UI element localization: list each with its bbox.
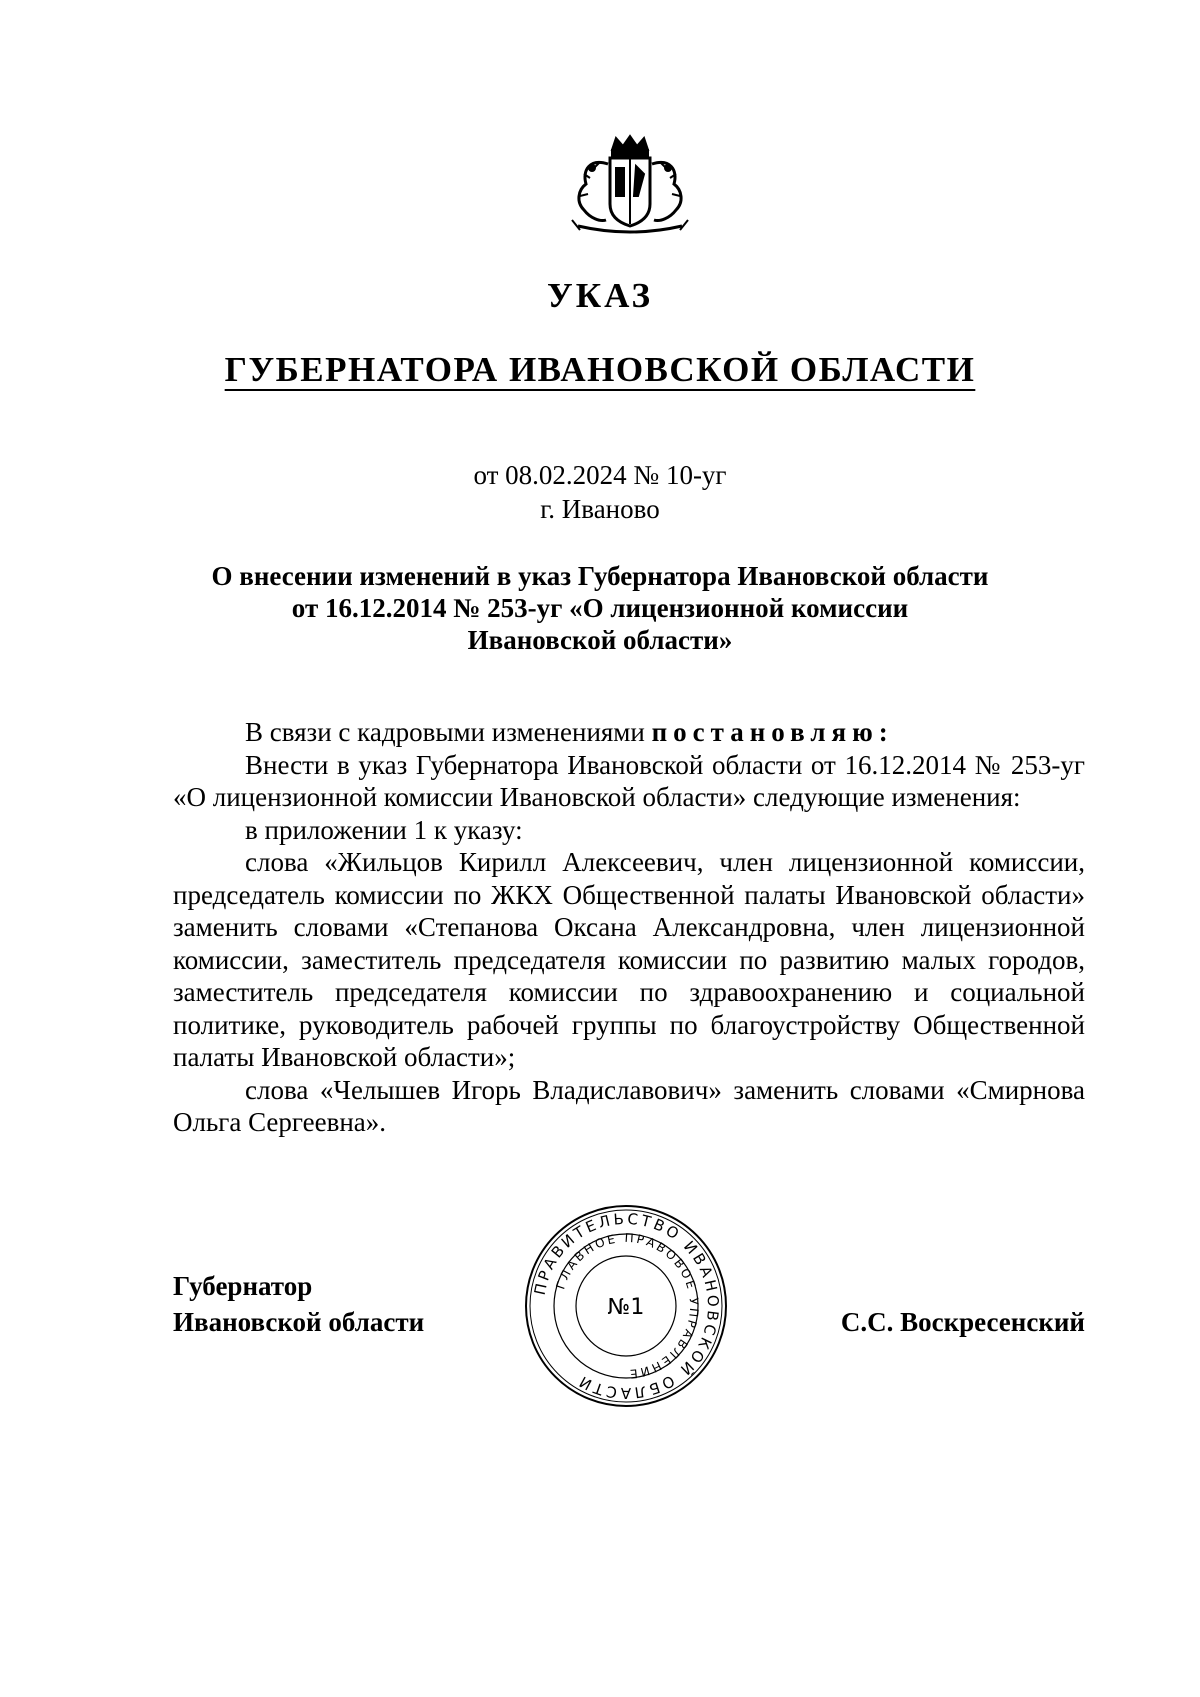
paragraph-change-1: слова «Жильцов Кирилл Алексеевич, член лицензионной комиссии, председатель комиссии по ЖКХ Общественной палаты Ивановской области» заменить словами «Степанова Оксана Александровна, член лицензионной комиссии, заместитель председателя комиссии по развитию малых городов, заместитель председателя комиссии по здравоохранению и социальной политике, руководитель рабочей группы по благоустройству Общественной палаты Ивановской области»; [173,847,1085,1072]
stamp-number: №1 [607,1295,645,1320]
issuing-authority [0,350,1200,390]
paragraph-change-2: слова «Челышев Игорь Владиславович» заменить словами «Смирнова Ольга Сергеевна». [173,1074,1085,1137]
signatory-position [173,1268,424,1340]
stamp-outer-text: ПРАВИТЕЛЬСТВО ИВАНОВСКОЙ ОБЛАСТИ [530,1209,723,1403]
stamp-inner-text: ГЛАВНОЕ ПРАВОВОЕ УПРАВЛЕНИЕ [553,1230,702,1382]
document-title: УКАЗ [547,276,653,315]
heading-line: Ивановской области» [467,625,733,655]
signatory-name: С.С. Воскресенский [840,1307,1085,1337]
date-number: от 08.02.2024 № 10-уг [473,460,727,490]
paragraph-main: Внести в указ Губернатора Ивановской области от 16.12.2014 № 253-уг «О лицензионной комиссии Ивановской области» следующие изменения: [173,749,1085,812]
coat-of-arms-icon [560,134,700,240]
decree-heading [0,560,1200,656]
date-and-place [0,458,1200,526]
keyword-postanovlyayu: постановляю: [651,717,894,747]
city: г. Иваново [540,494,660,524]
preamble-text: В связи с кадровыми изменениями [245,717,652,747]
heading-line: О внесении изменений в указ Губернатора Ивановской области [211,561,989,591]
paragraph-preamble [173,716,1085,749]
issuing-authority-text: ГУБЕРНАТОРА ИВАНОВСКОЙ ОБЛАСТИ [224,350,976,389]
heading-line: от 16.12.2014 № 253-уг «О лицензионной комиссии [291,593,909,623]
official-stamp [522,1202,730,1410]
paragraph-appendix: в приложении 1 к указу: [245,814,523,845]
position-line: Ивановской области [173,1307,425,1337]
position-line: Губернатор [173,1271,313,1301]
decree-body [173,716,1085,1139]
